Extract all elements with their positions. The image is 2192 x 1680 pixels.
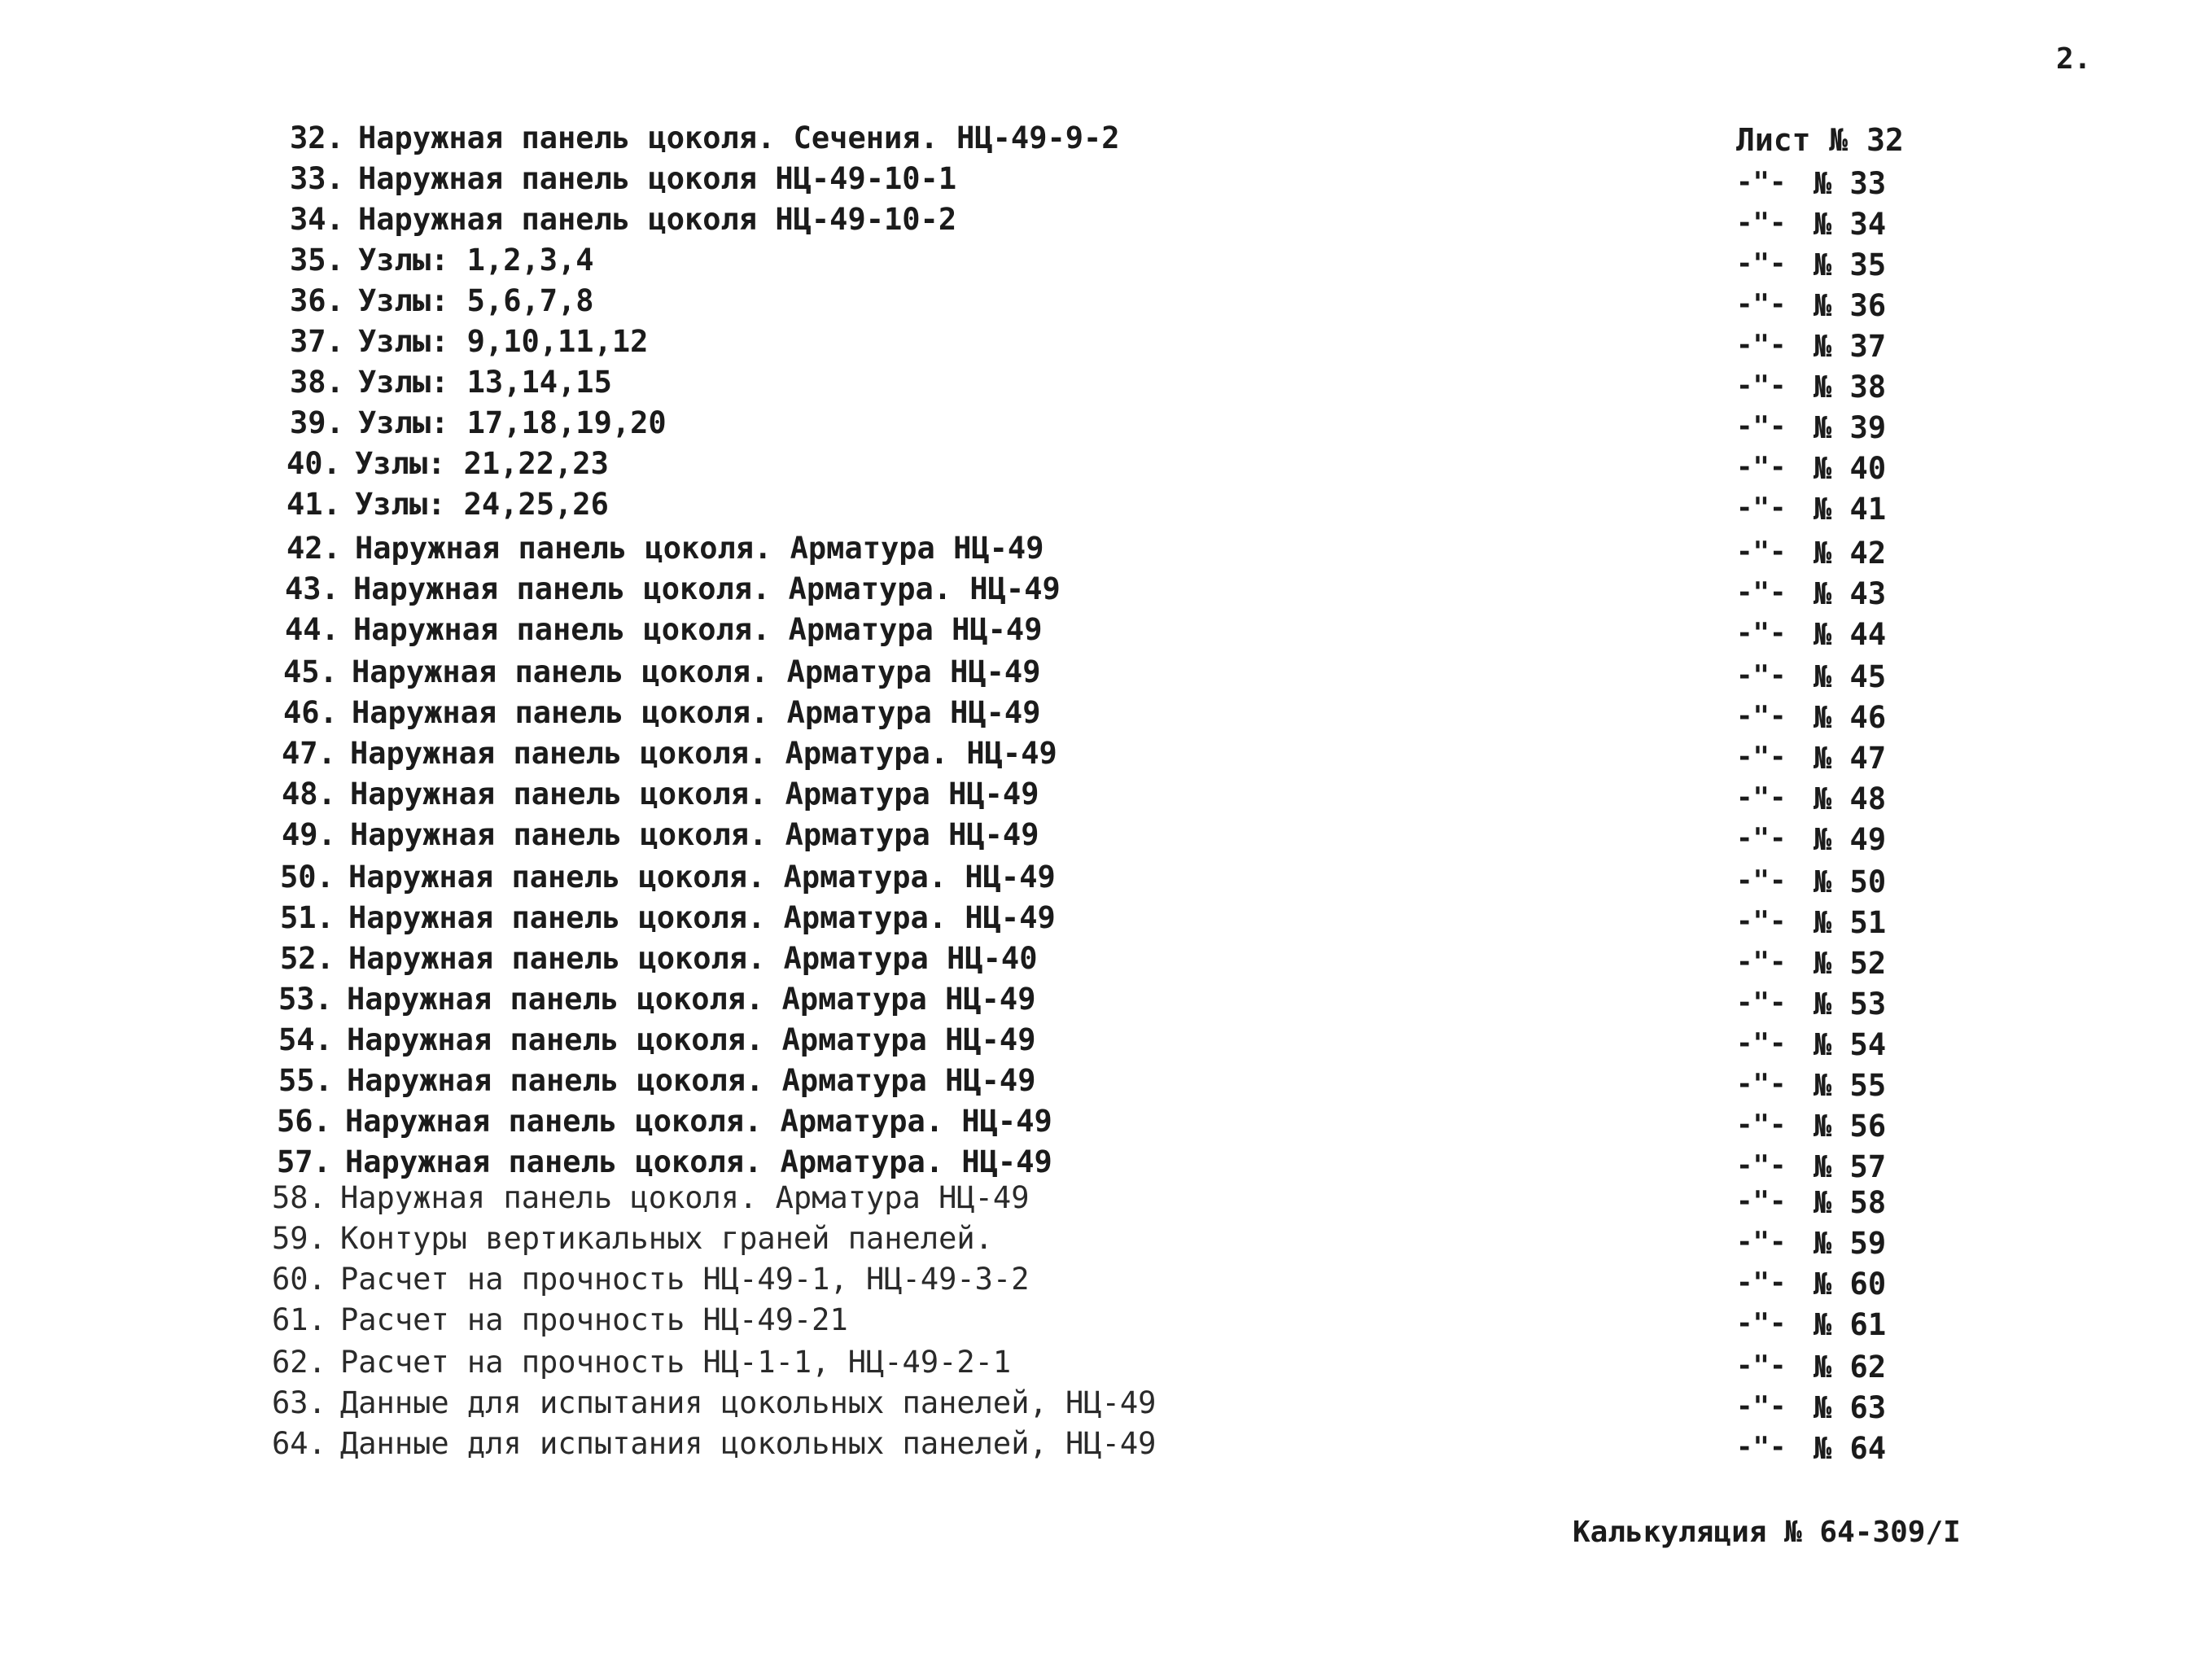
- list-item: [0, 1221, 2192, 1262]
- sheet-number: № 46: [1814, 700, 1887, 735]
- ditto-mark: -"-: [1736, 576, 1787, 609]
- list-item: [0, 736, 2192, 777]
- list-item: [0, 1180, 2192, 1221]
- item-number: 55.: [278, 1063, 333, 1098]
- item-title: Наружная панель цоколя НЦ-49-10-2: [358, 202, 957, 237]
- item-title: Расчет на прочность НЦ-1-1, НЦ-49-2-1: [340, 1345, 1012, 1380]
- sheet-number: № 35: [1814, 247, 1887, 282]
- sheet-number: № 43: [1814, 576, 1887, 611]
- sheet-number: № 60: [1814, 1267, 1887, 1302]
- sheet-number: № 42: [1814, 536, 1887, 571]
- sheet-number: № 55: [1814, 1068, 1887, 1103]
- ditto-mark: -"-: [1736, 166, 1787, 199]
- sheet-number: № 49: [1814, 822, 1887, 857]
- item-number: 35.: [290, 243, 344, 278]
- calculation-number: Калькуляция № 64-309/I: [1573, 1516, 1961, 1549]
- list-item: [0, 365, 2192, 405]
- item-number: 51.: [280, 900, 335, 935]
- sheet-number: № 41: [1814, 492, 1887, 527]
- item-number: 54.: [278, 1022, 333, 1057]
- item-title: Наружная панель цоколя. Арматура НЦ-49: [340, 1180, 1030, 1215]
- ditto-mark: -"-: [1736, 536, 1787, 568]
- item-number: 50.: [280, 860, 335, 895]
- ditto-mark: -"-: [1736, 864, 1787, 897]
- list-item: [0, 446, 2192, 487]
- sheet-number: № 33: [1814, 166, 1887, 201]
- list-item: [0, 283, 2192, 324]
- list-item: [0, 941, 2192, 982]
- item-number: 40.: [287, 446, 341, 481]
- item-number: 34.: [290, 202, 344, 237]
- list-item: [0, 202, 2192, 243]
- item-title: Наружная панель цоколя. Сечения. НЦ-49-9-2: [358, 120, 1120, 155]
- sheet-number: № 37: [1814, 329, 1887, 364]
- list-item: [0, 612, 2192, 653]
- ditto-mark: -"-: [1736, 410, 1787, 443]
- item-number: 62.: [272, 1345, 326, 1380]
- sheet-number: № 59: [1814, 1226, 1887, 1261]
- sheet-column-header: Лист № 32: [1736, 122, 1904, 158]
- sheet-number: № 62: [1814, 1350, 1887, 1385]
- ditto-mark: -"-: [1736, 1068, 1787, 1100]
- list-item: [0, 1426, 2192, 1467]
- item-number: 58.: [272, 1180, 326, 1215]
- item-number: 38.: [290, 365, 344, 400]
- item-number: 64.: [272, 1426, 326, 1461]
- item-title: Узлы: 24,25,26: [355, 487, 609, 522]
- sheet-number: № 58: [1814, 1185, 1887, 1220]
- item-number: 61.: [272, 1302, 326, 1337]
- list-item: [0, 777, 2192, 817]
- ditto-mark: -"-: [1736, 1390, 1787, 1423]
- sheet-number: № 44: [1814, 617, 1887, 652]
- list-item: [0, 531, 2192, 571]
- sheet-number: № 50: [1814, 864, 1887, 899]
- ditto-mark: -"-: [1736, 617, 1787, 650]
- item-number: 57.: [277, 1144, 331, 1179]
- ditto-mark: -"-: [1736, 288, 1787, 321]
- sheet-number: № 61: [1814, 1307, 1887, 1342]
- item-title: Наружная панель цоколя. Арматура НЦ-49: [347, 1022, 1036, 1057]
- list-item: [0, 1063, 2192, 1104]
- sheet-number: № 53: [1814, 987, 1887, 1022]
- ditto-mark: -"-: [1736, 1307, 1787, 1340]
- sheet-number: № 63: [1814, 1390, 1887, 1425]
- page-number: 2.: [2056, 42, 2092, 76]
- item-number: 37.: [290, 324, 344, 359]
- item-title: Узлы: 9,10,11,12: [358, 324, 649, 359]
- ditto-mark: -"-: [1736, 1431, 1787, 1463]
- ditto-mark: -"-: [1736, 822, 1787, 855]
- list-item: [0, 900, 2192, 941]
- ditto-mark: -"-: [1736, 1185, 1787, 1218]
- ditto-mark: -"-: [1736, 659, 1787, 692]
- item-title: Узлы: 13,14,15: [358, 365, 612, 400]
- sheet-number: № 39: [1814, 410, 1887, 445]
- item-number: 47.: [282, 736, 336, 771]
- ditto-mark: -"-: [1736, 1226, 1787, 1258]
- list-item: [0, 695, 2192, 736]
- ditto-mark: -"-: [1736, 1109, 1787, 1141]
- item-title: Наружная панель цоколя. Арматура НЦ-49: [353, 612, 1043, 647]
- sheet-number: № 51: [1814, 905, 1887, 940]
- item-title: Наружная панель цоколя. Арматура. НЦ-49: [345, 1144, 1052, 1179]
- ditto-mark: -"-: [1736, 987, 1787, 1019]
- item-title: Наружная панель цоколя. Арматура. НЦ-49: [350, 736, 1057, 771]
- ditto-mark: -"-: [1736, 1267, 1787, 1299]
- list-item: [0, 654, 2192, 695]
- sheet-number: № 36: [1814, 288, 1887, 323]
- list-item: [0, 487, 2192, 527]
- item-number: 53.: [278, 982, 333, 1017]
- ditto-mark: -"-: [1736, 451, 1787, 483]
- list-item: [0, 1144, 2192, 1185]
- sheet-number: № 47: [1814, 741, 1887, 776]
- sheet-number: № 56: [1814, 1109, 1887, 1144]
- item-title: Узлы: 1,2,3,4: [358, 243, 594, 278]
- sheet-number: № 38: [1814, 370, 1887, 405]
- item-title: Узлы: 17,18,19,20: [358, 405, 667, 440]
- item-number: 39.: [290, 405, 344, 440]
- sheet-number: № 64: [1814, 1431, 1887, 1466]
- item-title: Наружная панель цоколя НЦ-49-10-1: [358, 161, 957, 196]
- item-title: Наружная панель цоколя. Арматура НЦ-40: [348, 941, 1038, 976]
- list-item: [0, 405, 2192, 446]
- item-number: 43.: [285, 571, 339, 606]
- item-title: Наружная панель цоколя. Арматура. НЦ-49: [353, 571, 1061, 606]
- list-item: [0, 817, 2192, 858]
- item-title: Наружная панель цоколя. Арматура НЦ-49: [352, 695, 1041, 730]
- item-number: 63.: [272, 1385, 326, 1420]
- ditto-mark: -"-: [1736, 370, 1787, 402]
- item-number: 32.: [290, 120, 344, 155]
- list-item: [0, 1302, 2192, 1343]
- sheet-number: № 45: [1814, 659, 1887, 694]
- item-number: 36.: [290, 283, 344, 318]
- list-item: [0, 324, 2192, 365]
- list-item: [0, 120, 2192, 161]
- item-title: Наружная панель цоколя. Арматура НЦ-49: [352, 654, 1041, 689]
- sheet-number: № 57: [1814, 1149, 1887, 1184]
- item-title: Наружная панель цоколя. Арматура. НЦ-49: [348, 900, 1056, 935]
- list-item: [0, 1385, 2192, 1426]
- item-number: 42.: [287, 531, 341, 566]
- item-title: Наружная панель цоколя. Арматура НЦ-49: [347, 1063, 1036, 1098]
- item-title: Наружная панель цоколя. Арматура. НЦ-49: [345, 1104, 1052, 1139]
- ditto-mark: -"-: [1736, 905, 1787, 938]
- list-item: [0, 571, 2192, 612]
- item-number: 48.: [282, 777, 336, 812]
- list-item: [0, 1022, 2192, 1063]
- item-number: 41.: [287, 487, 341, 522]
- list-item: [0, 1345, 2192, 1385]
- item-title: Данные для испытания цокольных панелей, НЦ-49: [340, 1426, 1157, 1461]
- item-title: Данные для испытания цокольных панелей, НЦ-49: [340, 1385, 1157, 1420]
- sheet-number: № 34: [1814, 207, 1887, 242]
- ditto-mark: -"-: [1736, 1149, 1787, 1182]
- ditto-mark: -"-: [1736, 247, 1787, 280]
- ditto-mark: -"-: [1736, 207, 1787, 239]
- list-item: [0, 243, 2192, 283]
- item-title: Узлы: 5,6,7,8: [358, 283, 594, 318]
- list-item: [0, 860, 2192, 900]
- ditto-mark: -"-: [1736, 492, 1787, 524]
- sheet-number: № 40: [1814, 451, 1887, 486]
- item-title: Наружная панель цоколя. Арматура НЦ-49: [350, 777, 1039, 812]
- list-item: [0, 1262, 2192, 1302]
- item-number: 59.: [272, 1221, 326, 1256]
- item-title: Расчет на прочность НЦ-49-1, НЦ-49-3-2: [340, 1262, 1030, 1297]
- ditto-mark: -"-: [1736, 329, 1787, 361]
- list-item: [0, 1104, 2192, 1144]
- sheet-number: № 52: [1814, 946, 1887, 981]
- list-item: [0, 161, 2192, 202]
- item-number: 45.: [283, 654, 338, 689]
- item-number: 44.: [285, 612, 339, 647]
- ditto-mark: -"-: [1736, 1027, 1787, 1060]
- item-title: Контуры вертикальных граней панелей.: [340, 1221, 993, 1256]
- item-title: Наружная панель цоколя. Арматура НЦ-49: [350, 817, 1039, 852]
- item-title: Узлы: 21,22,23: [355, 446, 609, 481]
- ditto-mark: -"-: [1736, 781, 1787, 814]
- item-number: 33.: [290, 161, 344, 196]
- item-number: 46.: [283, 695, 338, 730]
- ditto-mark: -"-: [1736, 1350, 1787, 1382]
- item-title: Расчет на прочность НЦ-49-21: [340, 1302, 848, 1337]
- item-number: 56.: [277, 1104, 331, 1139]
- item-title: Наружная панель цоколя. Арматура НЦ-49: [347, 982, 1036, 1017]
- sheet-number: № 48: [1814, 781, 1887, 816]
- list-item: [0, 982, 2192, 1022]
- ditto-mark: -"-: [1736, 741, 1787, 773]
- item-title: Наружная панель цоколя. Арматура НЦ-49: [355, 531, 1044, 566]
- item-number: 60.: [272, 1262, 326, 1297]
- item-number: 52.: [280, 941, 335, 976]
- item-title: Наружная панель цоколя. Арматура. НЦ-49: [348, 860, 1056, 895]
- ditto-mark: -"-: [1736, 700, 1787, 733]
- sheet-number: № 54: [1814, 1027, 1887, 1062]
- ditto-mark: -"-: [1736, 946, 1787, 978]
- item-number: 49.: [282, 817, 336, 852]
